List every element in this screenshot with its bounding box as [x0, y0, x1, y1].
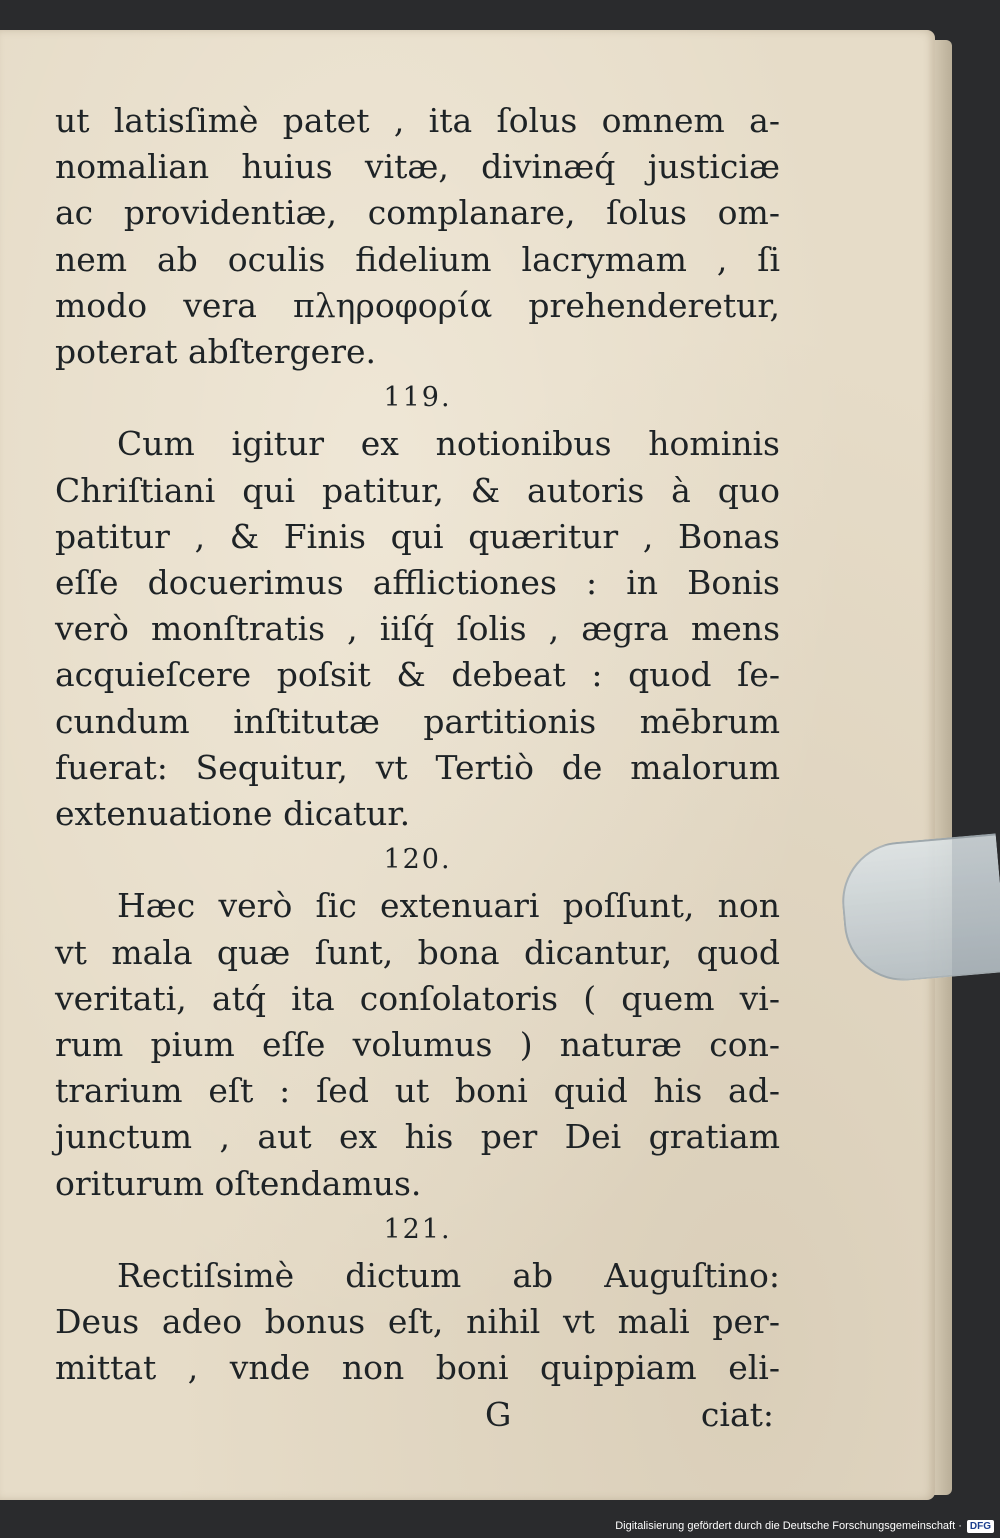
text-line: poterat abſtergere.	[55, 332, 377, 372]
text-line: Cum igitur ex notionibus hominis	[117, 424, 780, 464]
text-line: junctum , aut ex his per Dei gratiam	[55, 1117, 780, 1157]
text-line: Hæc verò ſic extenuari poſſunt, non	[117, 886, 780, 926]
catchword: ciat:	[700, 1394, 774, 1434]
book-page	[0, 30, 935, 1500]
text-line: veritati, atq́ ita conſolatoris ( quem vi-	[55, 978, 780, 1018]
text-line: nem ab oculis fidelium lacrymam , ſi	[55, 239, 780, 279]
text-line: extenuatione dicatur.	[55, 794, 411, 834]
page-clip-tab	[837, 833, 1000, 985]
page-footer-line	[55, 1392, 780, 1438]
text-line: modo vera πληροφορία prehenderetur,	[55, 285, 780, 325]
section-number-121: 121.	[383, 1213, 452, 1245]
text-line: acquieſcere poſsit & debeat : quod ſe-	[55, 655, 780, 695]
section-number-119: 119.	[383, 382, 452, 414]
text-line: vt mala quæ ſunt, bona dicantur, quod	[55, 932, 780, 972]
text-line: Chriſtiani qui patitur, & autoris à quo	[55, 470, 780, 510]
digitization-credit	[560, 1514, 1000, 1538]
text-line: nomalian huius vitæ, divinæq́ justiciæ	[55, 147, 780, 187]
text-line: Rectiſsimè dictum ab Auguſtino:	[117, 1256, 780, 1296]
text-line: fuerat: Sequitur, vt Tertiò de malorum	[55, 747, 780, 787]
credit-text: Digitalisierung gefördert durch die Deutsche Forschungsgemeinschaft ·	[615, 1520, 962, 1532]
text-line: oriturum oſtendamus.	[55, 1163, 422, 1203]
text-line: trarium eſt : ſed ut boni quid his ad-	[55, 1071, 780, 1111]
dfg-logo: DFG	[967, 1520, 994, 1533]
text-line: mittat , vnde non boni quippiam eli-	[55, 1348, 780, 1388]
text-line: eſſe docuerimus afflictiones : in Bonis	[55, 563, 780, 603]
section-number-120: 120.	[383, 844, 452, 876]
text-line: cundum inſtitutæ partitionis mēbrum	[55, 701, 780, 741]
text-line: Deus adeo bonus eſt, nihil vt mali per-	[55, 1302, 780, 1342]
text-line: rum pium eſſe volumus ) naturæ con-	[55, 1025, 780, 1065]
signature-mark: G	[485, 1394, 512, 1434]
text-line: ac providentiæ, complanare, ſolus om-	[55, 193, 780, 233]
text-line: patitur , & Finis qui quæritur , Bonas	[55, 516, 780, 556]
text-line: verò monſtratis , iiſq́ ſolis , ægra mens	[55, 609, 780, 649]
text-line: ut latisſimè patet , ita ſolus omnem a-	[55, 101, 780, 140]
page-text	[55, 98, 780, 1438]
